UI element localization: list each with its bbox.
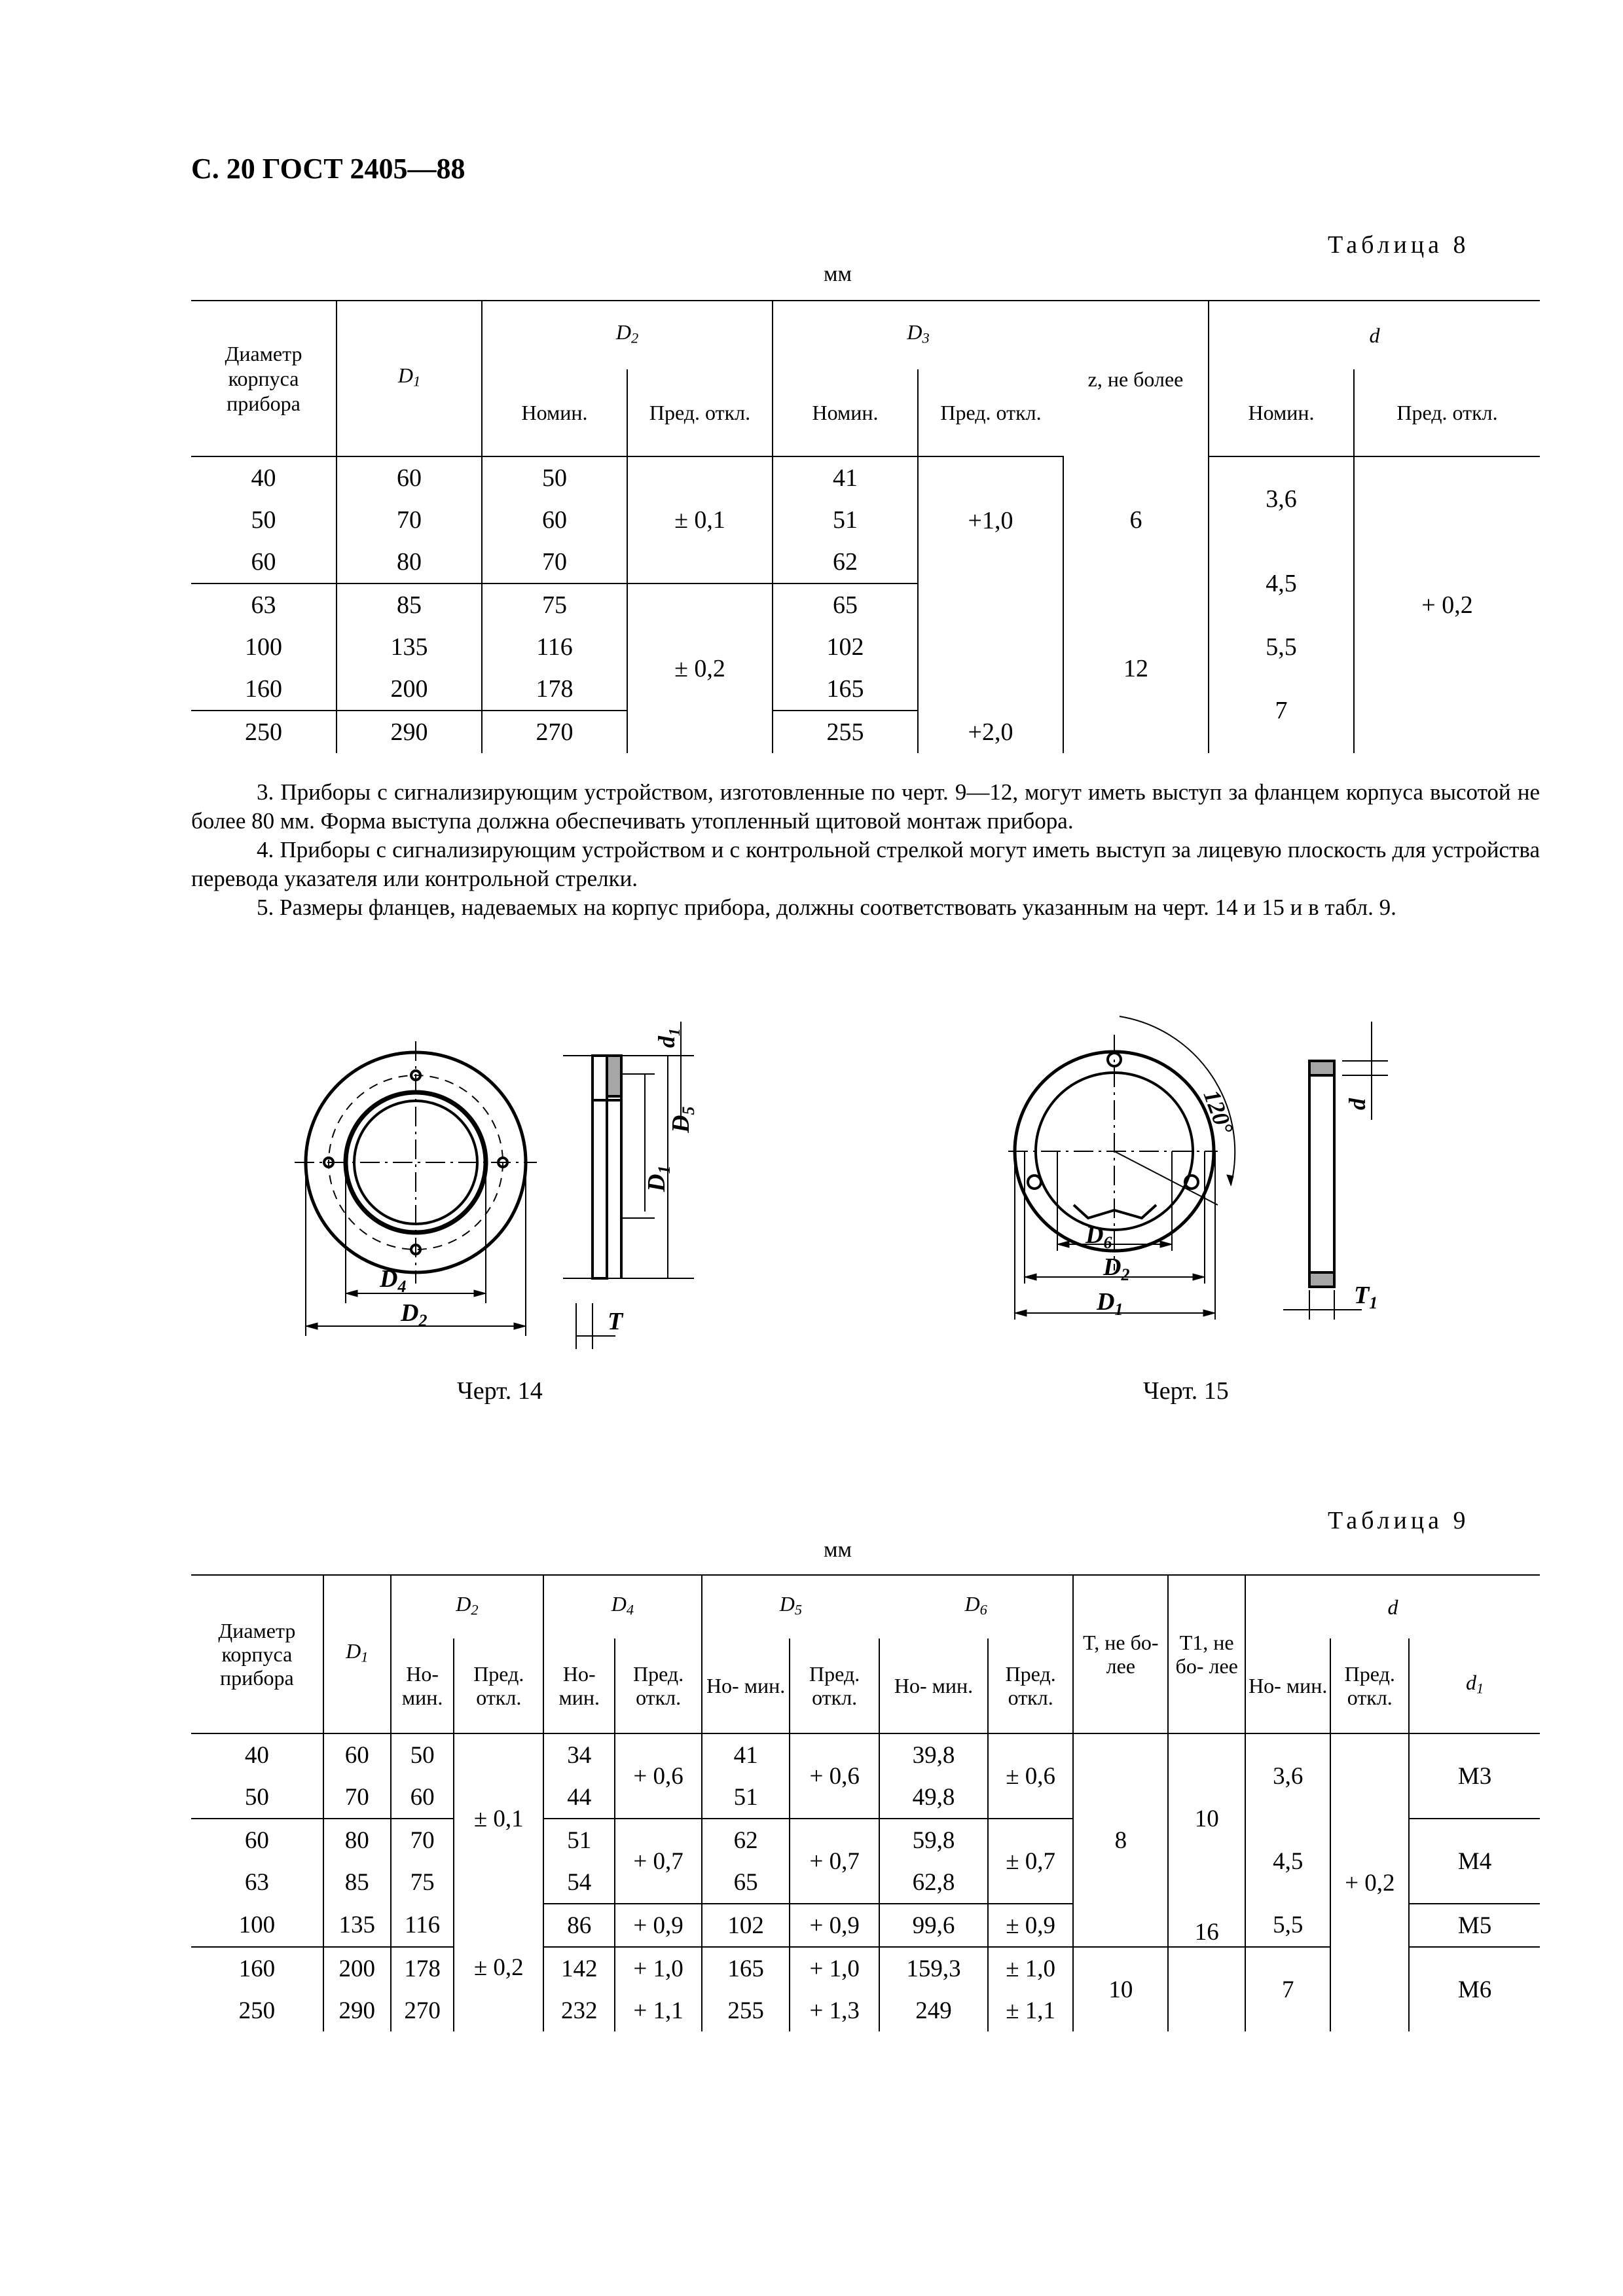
t9-cell: 135 <box>323 1904 391 1947</box>
t9-cell: 85 <box>323 1861 391 1904</box>
t9-cell: M6 <box>1457 1976 1492 2003</box>
t8-head-d2-pred: Пред. откл. <box>627 369 773 456</box>
t8-cell: +2,0 <box>918 583 1063 753</box>
t8-cell: 270 <box>482 711 627 753</box>
t8-cell: +1,0 <box>918 456 1063 583</box>
t9-head-d5-nomin: Но- мин. <box>702 1639 790 1733</box>
t9-head-d6-nomin: Но- мин. <box>879 1639 988 1733</box>
t9-cell: + 1,3 <box>790 1990 879 2031</box>
table-row <box>191 668 1540 711</box>
t9-cell: 249 <box>879 1990 988 2031</box>
t8-cell: ± 0,1 <box>627 456 773 583</box>
t8-head-d3-nomin: Номин. <box>773 369 918 456</box>
t8-cell: 62 <box>773 541 918 583</box>
t8-cell: 63 <box>191 583 337 626</box>
t9-head-d6-pred: Пред. откл. <box>988 1639 1073 1733</box>
t8-cell: 51 <box>773 499 918 541</box>
t9-cell: 80 <box>323 1819 391 1861</box>
body-text <box>191 778 1540 922</box>
t9-cell: + 0,9 <box>790 1904 879 1947</box>
flange-front-view <box>295 1041 537 1336</box>
t9-head-d5: $D_5$ <box>702 1575 879 1639</box>
t9-cell: 50 <box>191 1776 323 1819</box>
t8-cell: 6 <box>1063 456 1209 583</box>
t9-cell: 4,5 <box>1245 1819 1330 1904</box>
t9-cell <box>1168 1947 1245 2031</box>
t9-head-t: T, не бо- лее <box>1073 1575 1168 1733</box>
t9-cell: 41 <box>702 1733 790 1776</box>
t9-cell: + 0,6 <box>615 1733 701 1819</box>
t8-cell: 255 <box>773 711 918 753</box>
t8-cell: 40 <box>191 456 337 499</box>
t9-cell: + 0,6 <box>790 1733 879 1819</box>
t9-cell: ± 0,7 <box>988 1819 1073 1904</box>
t9-cell: 60 <box>323 1733 391 1776</box>
t9-cell: 65 <box>702 1861 790 1904</box>
t8-head-d-nomin: Номин. <box>1209 369 1354 456</box>
t9-cell: 200 <box>323 1947 391 1990</box>
t9-cell: 250 <box>191 1990 323 2031</box>
table8 <box>191 300 1540 753</box>
t9-cell: 16 <box>1168 1904 1245 1947</box>
t8-cell: 160 <box>191 668 337 711</box>
t9-cell: 255 <box>702 1990 790 2031</box>
table9-caption: Таблица 9 <box>1328 1507 1470 1534</box>
t9-cell: 49,8 <box>879 1776 988 1819</box>
t9-cell: 99,6 <box>879 1904 988 1947</box>
t9-head-diameter: Диаметр корпуса прибора <box>191 1575 323 1733</box>
t8-cell: 60 <box>482 499 627 541</box>
t9-head-d-nomin: Но- мин. <box>1245 1639 1330 1733</box>
paragraph-5: 5. Размеры фланцев, надеваемых на корпус прибора, должны соответствовать указанным на черт. 14 и 15 и в табл. 9. <box>257 895 1396 920</box>
t9-cell: 40 <box>191 1733 323 1776</box>
t9-head-d2: $D_2$ <box>391 1575 543 1639</box>
t9-cell: 50 <box>391 1733 454 1776</box>
t9-head-d4-nomin: Но- мин. <box>543 1639 615 1733</box>
t9-cell: 100 <box>191 1904 323 1947</box>
t9-cell: 62 <box>702 1819 790 1861</box>
fig15-label-d2: $D_2$ <box>1103 1253 1130 1284</box>
t8-cell: + 0,2 <box>1421 591 1473 619</box>
fig15-caption: Черт. 15 <box>1143 1377 1229 1405</box>
t8-head-d3-pred: Пред. откл. <box>918 369 1063 456</box>
t9-cell: + 1,0 <box>615 1947 701 1990</box>
t8-head-d2: $D_2$ <box>482 301 773 369</box>
t9-cell: 86 <box>543 1904 615 1947</box>
table9-unit: мм <box>824 1538 852 1562</box>
t9-head-d-pred: Пред. откл. <box>1330 1639 1409 1733</box>
t8-cell: 85 <box>337 583 482 626</box>
t8-cell: 41 <box>773 456 918 499</box>
t9-cell: + 0,7 <box>615 1819 701 1904</box>
t9-cell: ± 1,1 <box>988 1990 1073 2031</box>
t9-cell: + 1,0 <box>790 1947 879 1990</box>
flange-side-view <box>1283 1022 1388 1320</box>
figure-15 <box>995 995 1467 1349</box>
t8-cell: 5,5 <box>1209 626 1354 668</box>
t9-cell: ± 0,9 <box>988 1904 1073 1947</box>
t8-cell: 60 <box>337 456 482 499</box>
fig14-label-small-d1: $d_1$ <box>653 1028 684 1048</box>
t8-cell: 116 <box>482 626 627 668</box>
t9-cell: 75 <box>391 1861 454 1904</box>
t9-cell: 102 <box>702 1904 790 1947</box>
t9-cell: 51 <box>702 1776 790 1819</box>
t9-cell: 142 <box>543 1947 615 1990</box>
t9-head-d1: $D_1$ <box>323 1575 391 1733</box>
table-row <box>191 541 1540 583</box>
t8-head-d: d <box>1209 301 1540 369</box>
fig14-label-d4: $D_4$ <box>380 1265 407 1296</box>
t8-cell: 12 <box>1063 583 1209 753</box>
t9-cell: + 0,7 <box>790 1819 879 1904</box>
table-row <box>191 626 1540 668</box>
t8-cell: 100 <box>191 626 337 668</box>
fig14-label-d5: $D_5$ <box>667 1106 698 1133</box>
t9-head-t1: T1, не бо- лее <box>1168 1575 1245 1733</box>
paragraph-3: 3. Приборы с сигнализирующим устройством, изготовленные по черт. 9—12, могут иметь выступ за фланцем корпуса высотой не более 80 мм. Форма выступа должна обеспечивать утопленный щитовой монтаж прибора. <box>191 779 1540 834</box>
t9-cell: 34 <box>543 1733 615 1776</box>
t8-cell: 65 <box>773 583 918 626</box>
t9-cell: 159,3 <box>879 1947 988 1990</box>
t9-cell: + 1,1 <box>615 1990 701 2031</box>
t9-cell: ± 0,1 <box>454 1733 543 1904</box>
t9-cell: 44 <box>543 1776 615 1819</box>
t9-head-small-d1: $d_1$ <box>1409 1639 1540 1733</box>
t9-head-d4: $D_4$ <box>543 1575 702 1639</box>
t8-cell: 4,5 <box>1209 541 1354 626</box>
t9-cell: 59,8 <box>879 1819 988 1861</box>
figure-14 <box>288 995 759 1349</box>
t8-cell: 250 <box>191 711 337 753</box>
table-row <box>191 456 1540 499</box>
page-header: С. 20 ГОСТ 2405—88 <box>191 153 465 185</box>
table8-unit: мм <box>824 262 852 286</box>
t8-cell: 165 <box>773 668 918 711</box>
t9-cell: + 0,9 <box>615 1904 701 1947</box>
t9-head-d: d <box>1245 1575 1540 1639</box>
t9-cell: 290 <box>323 1990 391 2031</box>
t8-head-diameter: Диаметр корпуса прибора <box>191 301 337 456</box>
t9-head-d4-pred: Пред. откл. <box>615 1639 701 1733</box>
t9-cell: M5 <box>1409 1904 1540 1947</box>
t9-head-d5-pred: Пред. откл. <box>790 1639 879 1733</box>
t9-cell: 63 <box>191 1861 323 1904</box>
t8-cell: 135 <box>337 626 482 668</box>
table9 <box>191 1574 1540 2031</box>
t9-head-d2-nomin: Но- мин. <box>391 1639 454 1733</box>
t9-cell: ± 0,6 <box>988 1733 1073 1819</box>
t8-cell: 80 <box>337 541 482 583</box>
t9-cell: 62,8 <box>879 1861 988 1904</box>
fig15-label-d1: $D_1$ <box>1097 1288 1123 1319</box>
t9-cell: 232 <box>543 1990 615 2031</box>
t9-head-d2-pred: Пред. откл. <box>454 1639 543 1733</box>
t9-head-d6: $D_6$ <box>879 1575 1073 1639</box>
t8-head-z: z, не более <box>1063 301 1209 456</box>
t9-cell: 60 <box>191 1819 323 1861</box>
t9-cell: 54 <box>543 1861 615 1904</box>
t9-cell: 178 <box>391 1947 454 1990</box>
fig15-label-d6: $D_6$ <box>1085 1221 1112 1252</box>
fig14-label-d1: $D_1$ <box>643 1165 674 1192</box>
t9-cell: 116 <box>391 1904 454 1947</box>
t8-cell: 70 <box>482 541 627 583</box>
fig14-label-d2: $D_2$ <box>401 1299 428 1330</box>
t9-cell: 7 <box>1245 1947 1330 2031</box>
t8-cell: 50 <box>191 499 337 541</box>
t8-cell: 75 <box>482 583 627 626</box>
t8-cell: 200 <box>337 668 482 711</box>
t9-cell: 39,8 <box>879 1733 988 1776</box>
t9-cell: 70 <box>323 1776 391 1819</box>
paragraph-4: 4. Приборы с сигнализирующим устройством и с контрольной стрелкой могут иметь выступ за лицевую плоскость для устройства перевода указателя или контрольной стрелки. <box>191 837 1540 891</box>
fig15-label-small-d: d <box>1344 1098 1370 1110</box>
t8-cell: 178 <box>482 668 627 711</box>
t9-cell: 8 <box>1073 1733 1168 1947</box>
t9-cell: 10 <box>1168 1733 1245 1904</box>
t8-cell: ± 0,2 <box>627 583 773 753</box>
t9-cell: + 0,2 <box>1330 1733 1409 2031</box>
table-row <box>191 1733 1540 1776</box>
fig15-label-angle: 120° <box>1198 1086 1239 1138</box>
t9-cell: ± 0,2 <box>454 1904 543 2031</box>
t9-cell: 70 <box>391 1819 454 1861</box>
fig14-caption: Черт. 14 <box>457 1377 543 1405</box>
t9-cell: 160 <box>191 1947 323 1990</box>
t9-cell: M4 <box>1409 1819 1540 1904</box>
t9-cell: 51 <box>543 1819 615 1861</box>
t8-head-d1: $D_1$ <box>337 301 482 456</box>
t8-cell: 290 <box>337 711 482 753</box>
t9-cell: 270 <box>391 1990 454 2031</box>
t8-head-d3: $D_3$ <box>773 301 1063 369</box>
t8-head-d2-nomin: Номин. <box>482 369 627 456</box>
t9-cell: 5,5 <box>1245 1904 1330 1947</box>
fig14-label-t: T <box>608 1308 623 1335</box>
t9-cell: M3 <box>1409 1733 1540 1819</box>
t8-cell: 7 <box>1209 668 1354 753</box>
flange-side-view <box>563 1022 694 1349</box>
t8-cell: 70 <box>337 499 482 541</box>
t9-cell: 3,6 <box>1245 1733 1330 1819</box>
t9-cell: 165 <box>702 1947 790 1990</box>
t8-cell: 3,6 <box>1209 456 1354 541</box>
t9-cell: 60 <box>391 1776 454 1819</box>
t9-cell: 10 <box>1073 1947 1168 2031</box>
t8-head-d-pred: Пред. откл. <box>1354 369 1540 456</box>
table8-caption: Таблица 8 <box>1328 231 1470 259</box>
t8-cell: 60 <box>191 541 337 583</box>
t9-cell: ± 1,0 <box>988 1947 1073 1990</box>
t8-cell: 102 <box>773 626 918 668</box>
t8-cell: 50 <box>482 456 627 499</box>
fig15-label-t1: $T_1$ <box>1354 1282 1378 1312</box>
